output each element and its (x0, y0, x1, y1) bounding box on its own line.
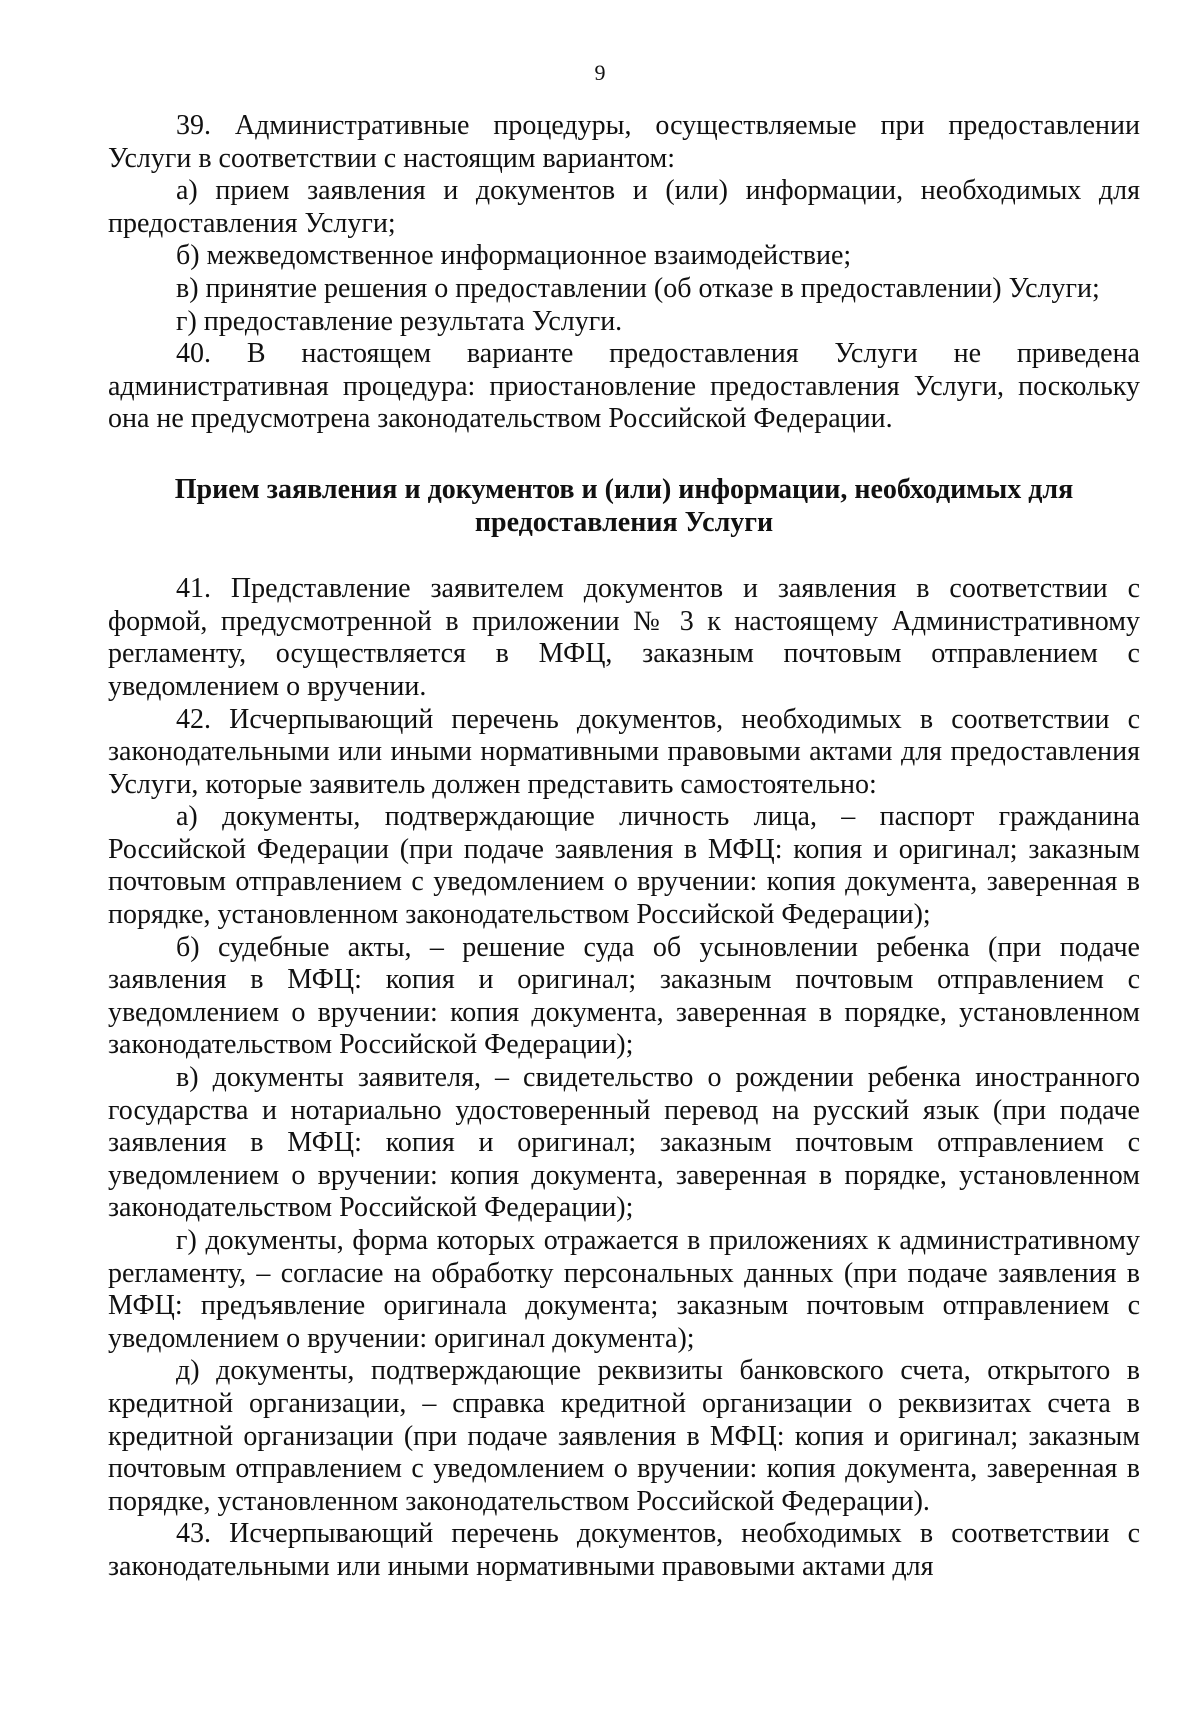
list-item-39c: в) принятие решения о предоставлении (об отказе в предоставлении) Услуги; (176, 272, 1100, 304)
page-number: 9 (594, 60, 606, 85)
section-heading (108, 474, 1140, 539)
list-item-42b: б) судебные акты, – решение суда об усыновлении ребенка (при подаче заявления в МФЦ: копия и оригинал; заказным почтовым отправлением с уведомлением о вручении: копия документа, заверенная в порядке, установленном законодательством Российской Федерации); (108, 931, 1140, 1061)
paragraph-41: 41. Представление заявителем документов и заявления в соответствии с формой, предусмотренной в приложении № 3 к настоящему Административному регламенту, осуществляется в МФЦ, заказным почтовым отправлением с уведомлением о вручении. (108, 573, 1140, 702)
paragraph-43: 43. Исчерпывающий перечень документов, необходимых в соответствии с законодательными или иными нормативными правовыми актами для (108, 1518, 1140, 1582)
paragraph-42: 42. Исчерпывающий перечень документов, необходимых в соответствии с законодательными или иными нормативными правовыми актами для предоставления Услуги, которые заявитель должен представить самостоятельно: (108, 703, 1140, 800)
list-item-42c: в) документы заявителя, – свидетельство о рождении ребенка иностранного государства и нотариально удостоверенный перевод на русский язык (при подаче заявления в МФЦ: копия и оригинал; заказным почтовым отправлением с уведомлением о вручении: копия документа, заверенная в порядке, установленном законодательством Российской Федерации); (108, 1062, 1140, 1224)
section-heading-line-1: Прием заявления и документов и (или) информации, необходимых для (174, 473, 1074, 505)
section-heading-line-2: предоставления Услуги (474, 506, 774, 538)
list-item-39a: а) прием заявления и документов и (или) информации, необходимых для предоставления Услуги; (108, 175, 1140, 239)
list-item-39d: г) предоставление результата Услуги. (176, 305, 623, 337)
list-item-42d: г) документы, форма которых отражается в приложениях к административному регламенту, – согласие на обработку персональных данных (при подаче заявления в МФЦ: предъявление оригинала документа; заказным почтовым отправлением с уведомлением о вручении: оригинал документа); (108, 1225, 1140, 1354)
paragraph-40: 40. В настоящем варианте предоставления Услуги не приведена административная процедура: приостановление предоставления Услуги, поскольку она не предусмотрена законодательством Российской Федерации. (108, 338, 1140, 435)
document-body (108, 110, 1140, 1584)
paragraph-39: 39. Административные процедуры, осуществляемые при предоставлении Услуги в соответствии с настоящим вариантом: (108, 110, 1140, 174)
list-item-42e: д) документы, подтверждающие реквизиты банковского счета, открытого в кредитной организации, – справка кредитной организации о реквизитах счета в кредитной организации (при подаче заявления в МФЦ: копия и оригинал; заказным почтовым отправлением с уведомлением о вручении: копия документа, заверенная в порядке, установленном законодательством Российской Федерации). (108, 1355, 1140, 1517)
list-item-42a: а) документы, подтверждающие личность лица, – паспорт гражданина Российской Федерации (при подаче заявления в МФЦ: копия и оригинал; заказным почтовым отправлением с уведомлением о вручении: копия документа, заверенная в порядке, установленном законодательством Российской Федерации); (108, 801, 1140, 931)
list-item-39b: б) межведомственное информационное взаимодействие; (176, 240, 852, 272)
